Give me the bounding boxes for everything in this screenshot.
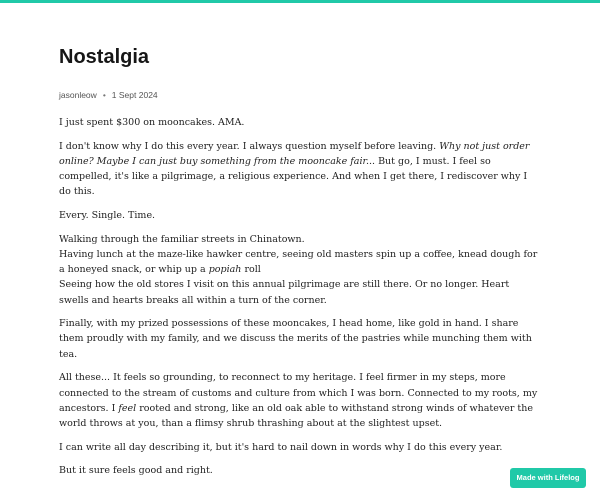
post-article: [59, 44, 541, 487]
paragraph-2: [59, 139, 541, 200]
paragraph-5: [59, 316, 541, 362]
paragraph-2-italic: Why not just order online? Maybe I can just buy something from the mooncake fair...: [59, 140, 530, 167]
top-accent-bar: [0, 0, 600, 3]
post-body: [59, 115, 541, 479]
author-link[interactable]: jasonleow: [59, 90, 97, 100]
paragraph-4: [59, 232, 541, 308]
paragraph-4-line-1: Walking through the familiar streets in Chinatown.: [59, 233, 305, 245]
paragraph-3-text: Every. Single. Time.: [59, 210, 156, 222]
paragraph-2-text-c: But go, I must. I feel so compelled, it's like a pilgrimage, a religious experience. And when I get there, I rediscover why I do this.: [59, 155, 528, 198]
paragraph-8-text: But it sure feels good and right.: [59, 465, 213, 477]
paragraph-8: [59, 463, 541, 478]
meta-separator: •: [102, 90, 106, 100]
post-meta: [59, 89, 541, 101]
paragraph-4-line-3: Seeing how the old stores I visit on this annual pilgrimage are still there. Or no longer. Heart swells and hearts breaks all within a turn of the corner.: [59, 279, 510, 306]
paragraph-6-italic: feel: [118, 402, 137, 414]
paragraph-6: [59, 370, 541, 431]
paragraph-6-text-b: rooted and strong, like an old oak able to withstand strong winds of whatever the world throws at you, than a flimsy shrub thrashing about at the slightest upset.: [59, 402, 533, 429]
post-date: 1 Sept 2024: [111, 90, 158, 100]
post-title: Nostalgia: [59, 46, 150, 68]
paragraph-4-line-2b: roll: [244, 264, 261, 276]
paragraph-5-text: Finally, with my prized possessions of these mooncakes, I head home, like gold in hand. I share them proudly with my family, and we discuss the merits of the pastries while munching them with tea.: [59, 318, 532, 360]
paragraph-1-text: I just spent $300 on mooncakes. AMA.: [59, 117, 245, 128]
paragraph-3: [59, 208, 541, 223]
paragraph-7-text: I can write all day describing it, but it's hard to nail down in words why I do this every year.: [59, 441, 503, 453]
paragraph-4-italic: popiah: [208, 264, 242, 276]
paragraph-1: [59, 115, 541, 130]
paragraph-2-text-a: I don't know why I do this every year. I always question myself before leaving.: [59, 140, 437, 152]
paragraph-6-text-a: All these... It feels so grounding, to reconnect to my heritage. I feel firmer in my steps, more connected to the stream of customs and culture from which I was born. Connected to my roots, my ancestors. I: [59, 372, 538, 414]
made-with-lifelog-button[interactable]: Made with Lifelog: [510, 468, 586, 488]
paragraph-7: [59, 440, 541, 455]
paragraph-4-line-2a: Having lunch at the maze-like hawker centre, seeing old masters spin up a coffee, knead dough for a honeyed snack, or whip up a: [59, 248, 538, 276]
